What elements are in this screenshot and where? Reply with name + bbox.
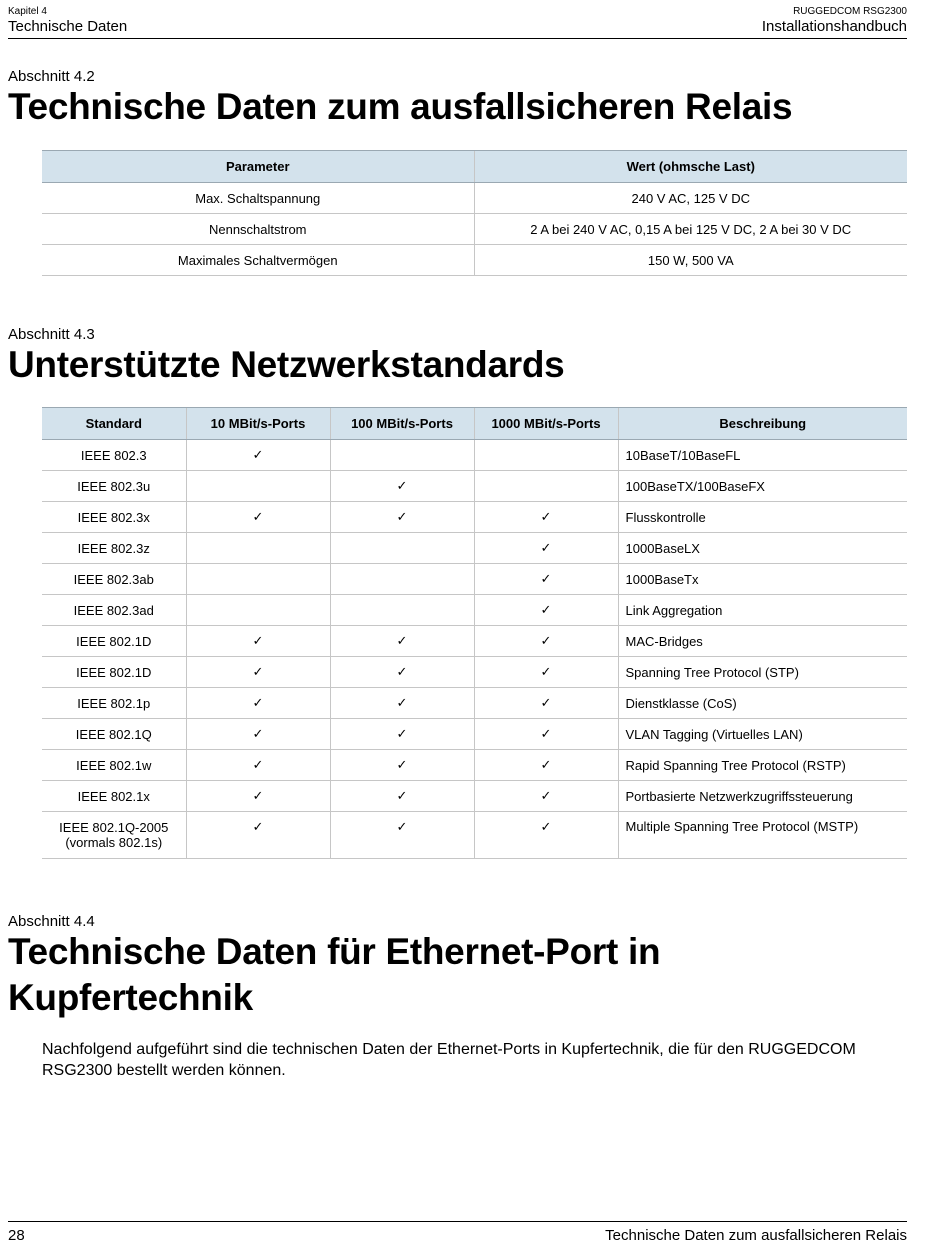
footer-title: Technische Daten zum ausfallsicheren Relais — [605, 1227, 907, 1244]
port-support-cell — [186, 812, 330, 859]
description-cell: 1000BaseTx — [618, 564, 907, 595]
check-icon: ✓ — [252, 633, 264, 648]
section-4-4-title-line1: Technische Daten für Ethernet-Port in — [8, 931, 661, 972]
description-cell: 1000BaseLX — [618, 533, 907, 564]
section-4-2-label: Abschnitt 4.2 — [8, 68, 95, 85]
section-4-2-title: Technische Daten zum ausfallsicheren Relais — [8, 86, 793, 127]
standard-cell: IEEE 802.1Q — [42, 719, 186, 750]
section-4-4-title — [8, 929, 660, 1021]
check-icon: ✓ — [396, 726, 408, 741]
description-cell: 100BaseTX/100BaseFX — [618, 471, 907, 502]
column-header: 1000 MBit/s-Ports — [474, 408, 618, 440]
port-support-cell — [186, 626, 330, 657]
table-row — [42, 750, 907, 781]
check-icon: ✓ — [396, 819, 408, 834]
table-row — [42, 214, 907, 245]
check-icon: ✓ — [396, 695, 408, 710]
parameter-cell: Maximales Schaltvermögen — [42, 245, 474, 276]
table-row — [42, 502, 907, 533]
header-rule — [8, 38, 907, 39]
description-cell: Dienstklasse (CoS) — [618, 688, 907, 719]
check-icon: ✓ — [396, 757, 408, 772]
table-header-row — [42, 408, 907, 440]
page-number: 28 — [8, 1227, 25, 1244]
port-support-cell — [186, 781, 330, 812]
check-icon: ✓ — [396, 509, 408, 524]
value-cell: 240 V AC, 125 V DC — [474, 183, 907, 214]
column-header: Beschreibung — [618, 408, 907, 440]
check-icon: ✓ — [252, 664, 264, 679]
port-support-cell — [330, 564, 474, 595]
check-icon: ✓ — [540, 540, 552, 555]
standard-cell: IEEE 802.3x — [42, 502, 186, 533]
relay-table-body — [42, 183, 907, 276]
standard-cell: IEEE 802.3z — [42, 533, 186, 564]
table-row — [42, 781, 907, 812]
table-row — [42, 471, 907, 502]
port-support-cell — [186, 533, 330, 564]
description-cell: Link Aggregation — [618, 595, 907, 626]
port-support-cell — [474, 750, 618, 781]
running-header-left — [8, 6, 127, 36]
table-row — [42, 657, 907, 688]
relay-specs-table — [42, 150, 907, 276]
port-support-cell — [474, 657, 618, 688]
description-cell: Multiple Spanning Tree Protocol (MSTP) — [618, 812, 907, 859]
description-cell: Spanning Tree Protocol (STP) — [618, 657, 907, 688]
port-support-cell — [186, 657, 330, 688]
standards-table-body — [42, 440, 907, 859]
port-support-cell — [474, 533, 618, 564]
chapter-title: Technische Daten — [8, 18, 128, 35]
standard-cell: IEEE 802.1p — [42, 688, 186, 719]
port-support-cell — [474, 688, 618, 719]
running-header-right — [762, 6, 907, 36]
port-support-cell — [186, 502, 330, 533]
check-icon: ✓ — [540, 509, 552, 524]
port-support-cell — [330, 533, 474, 564]
column-header: Standard — [42, 408, 186, 440]
port-support-cell — [186, 471, 330, 502]
port-support-cell — [186, 719, 330, 750]
port-support-cell — [474, 564, 618, 595]
table-row — [42, 719, 907, 750]
footer-rule — [8, 1221, 907, 1222]
port-support-cell — [186, 750, 330, 781]
check-icon: ✓ — [540, 571, 552, 586]
description-cell: Rapid Spanning Tree Protocol (RSTP) — [618, 750, 907, 781]
port-support-cell — [330, 595, 474, 626]
check-icon: ✓ — [252, 726, 264, 741]
check-icon: ✓ — [540, 664, 552, 679]
value-cell: 2 A bei 240 V AC, 0,15 A bei 125 V DC, 2 A bei 30 V DC — [474, 214, 907, 245]
description-cell: Flusskontrolle — [618, 502, 907, 533]
table-row — [42, 440, 907, 471]
section-4-3-label: Abschnitt 4.3 — [8, 326, 95, 343]
check-icon: ✓ — [252, 788, 264, 803]
port-support-cell — [186, 688, 330, 719]
table-row — [42, 595, 907, 626]
port-support-cell — [330, 471, 474, 502]
manual-title: Installationshandbuch — [761, 18, 907, 35]
table-header-row — [42, 151, 907, 183]
description-cell: Portbasierte Netzwerkzugriffssteuerung — [618, 781, 907, 812]
column-header: Parameter — [42, 151, 474, 183]
check-icon: ✓ — [252, 819, 264, 834]
table-row — [42, 245, 907, 276]
table-row — [42, 626, 907, 657]
column-header: 10 MBit/s-Ports — [186, 408, 330, 440]
check-icon: ✓ — [540, 602, 552, 617]
port-support-cell — [474, 719, 618, 750]
section-4-3-title: Unterstützte Netzwerkstandards — [8, 344, 565, 385]
standard-cell — [42, 812, 186, 859]
check-icon: ✓ — [540, 788, 552, 803]
table-row — [42, 688, 907, 719]
standard-cell: IEEE 802.3ab — [42, 564, 186, 595]
intro-paragraph: Nachfolgend aufgeführt sind die technischen Daten der Ethernet-Ports in Kupfertechnik, die für den RUGGEDCOM RSG2300 bestellt werden können. — [42, 1041, 856, 1079]
port-support-cell — [186, 440, 330, 471]
port-support-cell — [330, 812, 474, 859]
standard-note: (vormals 802.1s) — [65, 835, 163, 850]
table-row — [42, 183, 907, 214]
port-support-cell — [330, 750, 474, 781]
section-4-4-label: Abschnitt 4.4 — [8, 913, 95, 930]
check-icon: ✓ — [396, 633, 408, 648]
description-cell: 10BaseT/10BaseFL — [618, 440, 907, 471]
port-support-cell — [330, 626, 474, 657]
standard-cell: IEEE 802.1x — [42, 781, 186, 812]
port-support-cell — [474, 812, 618, 859]
table-row — [42, 533, 907, 564]
port-support-cell — [330, 781, 474, 812]
check-icon: ✓ — [252, 447, 264, 462]
port-support-cell — [186, 564, 330, 595]
description-cell: MAC-Bridges — [618, 626, 907, 657]
standard-name: IEEE 802.1Q-2005 — [59, 820, 169, 835]
standard-cell: IEEE 802.1w — [42, 750, 186, 781]
port-support-cell — [330, 688, 474, 719]
port-support-cell — [474, 440, 618, 471]
check-icon: ✓ — [252, 509, 264, 524]
section-4-4-title-line2: Kupfertechnik — [8, 977, 253, 1018]
port-support-cell — [474, 626, 618, 657]
check-icon: ✓ — [252, 695, 264, 710]
port-support-cell — [330, 657, 474, 688]
parameter-cell: Max. Schaltspannung — [42, 183, 474, 214]
check-icon: ✓ — [540, 633, 552, 648]
chapter-number: Kapitel 4 — [8, 6, 47, 17]
product-name: RUGGEDCOM RSG2300 — [793, 6, 907, 17]
port-support-cell — [330, 502, 474, 533]
value-cell: 150 W, 500 VA — [474, 245, 907, 276]
standard-cell: IEEE 802.3 — [42, 440, 186, 471]
port-support-cell — [474, 781, 618, 812]
standard-cell: IEEE 802.1D — [42, 657, 186, 688]
standard-cell: IEEE 802.3ad — [42, 595, 186, 626]
column-header: 100 MBit/s-Ports — [330, 408, 474, 440]
check-icon: ✓ — [540, 819, 552, 834]
column-header: Wert (ohmsche Last) — [474, 151, 907, 183]
standard-cell: IEEE 802.1D — [42, 626, 186, 657]
description-cell: VLAN Tagging (Virtuelles LAN) — [618, 719, 907, 750]
check-icon: ✓ — [540, 695, 552, 710]
port-support-cell — [474, 595, 618, 626]
parameter-cell: Nennschaltstrom — [42, 214, 474, 245]
check-icon: ✓ — [540, 726, 552, 741]
port-support-cell — [330, 719, 474, 750]
port-support-cell — [474, 471, 618, 502]
table-row — [42, 812, 907, 859]
port-support-cell — [186, 595, 330, 626]
port-support-cell — [330, 440, 474, 471]
standard-cell: IEEE 802.3u — [42, 471, 186, 502]
check-icon: ✓ — [540, 757, 552, 772]
network-standards-table — [42, 407, 907, 859]
check-icon: ✓ — [396, 664, 408, 679]
port-support-cell — [474, 502, 618, 533]
check-icon: ✓ — [396, 788, 408, 803]
check-icon: ✓ — [396, 478, 408, 493]
check-icon: ✓ — [252, 757, 264, 772]
table-row — [42, 564, 907, 595]
